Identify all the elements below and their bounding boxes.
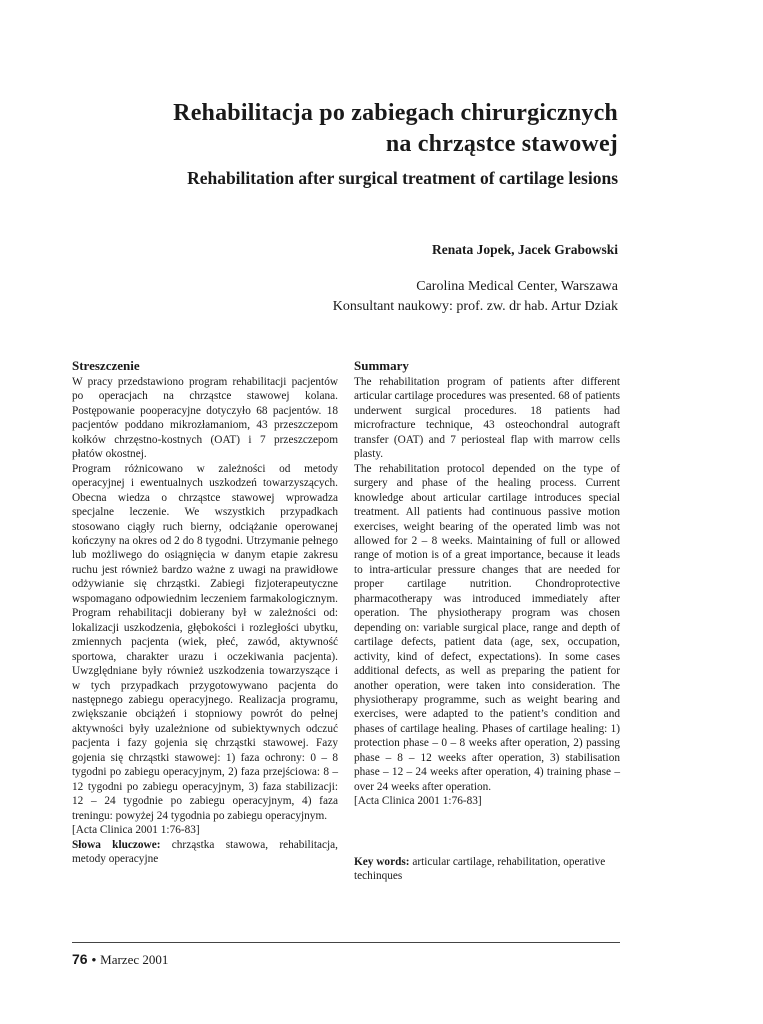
abstract-english-paragraph-1: The rehabilitation program of patients after different articular cartilage procedures was presented. 68 of patients underwent surgical procedures. 18 patients had microfracture technique, 43 osteochondral autograft transfer (OAT) and 7 periosteal flap with marrow cells plasty. [354, 376, 620, 461]
keywords-polish-label: Słowa kluczowe: [72, 838, 161, 851]
abstract-polish-heading: Streszczenie [72, 358, 140, 373]
keywords-english-label: Key words: [354, 856, 410, 868]
affiliation-block [60, 277, 618, 317]
abstract-english-heading: Summary [354, 358, 409, 373]
abstract-english [354, 358, 620, 809]
authors: Renata Jopek, Jacek Grabowski [431, 242, 618, 257]
abstract-polish-paragraph-1: W pracy przedstawiono program rehabilitacji pacjentów po operacjach na chrząstce stawowej kolana. Postępowanie pooperacyjne dotyczyło 68 pacjentów. 18 pacjentów poddano mikrozłamaniom, 43 przeszczepom kołków chrzęstno-kostnych (OAT) i 7 przeszczepom płatów okostnej. [72, 376, 338, 461]
title-polish-line-2: na chrząstce stawowej [385, 131, 618, 157]
keywords-english [354, 855, 620, 884]
title-english: Rehabilitation after surgical treatment of cartilage lesions [187, 168, 618, 188]
bullet-separator: • [91, 952, 97, 967]
title-polish [60, 98, 618, 160]
abstract-polish-citation: [Acta Clinica 2001 1:76-83] [72, 824, 200, 837]
abstract-polish-paragraph-2: Program różnicowano w zależności od metody operacyjnej i ewentualnych uszkodzeń towarzyszących. Obecna wiedza o chrząstce stawowej wprowadza specjalne leczenie. We wszystkich przypadkach stosowano ciągły ruch bierny, odciążanie operowanej kończyny na okres od 2 do 8 tygodni. Utrzymanie pełnego lub możliwego do osiągnięcia w danym etapie zakresu ruchu jest również bardzo ważne z uwagi na prawidłowe odżywianie się chrząstki. Zabiegi fizjoterapeutyczne wspomagano odpowiednim leczeniem farmakologicznym. Program rehabilitacji dobierany był w zależności od: lokalizacji uszkodzenia, głębokości i rozległości ubytku, zmiennych pacjenta (wiek, płeć, zawód, aktywność sportowa, charakter urazu i oczekiwania pacjenta). Uwzględniane były również uszkodzenia towarzyszące i w tych przypadkach przygotowywano pacjenta do następnego zabiegu operacyjnego. Realizacja programu, zwiększanie obciążeń i stopniowy powrót do pełnej aktywności były uzależnione od subiektywnych odczuć pacjenta i fazy gojenia się chrząstki stawowej. Fazy gojenia się chrząstki stawowej: 1) faza ochrony: 0 – 8 tygodni po zabiegu operacyjnym, 2) faza przejściowa: 8 – 12 tygodni po zabiegu operacyjnym, 3) faza stabilizacji: 12 – 24 tygodnie po zabiegu operacyjnym, 4) faza treningu: powyżej 24 tygodnia po zabiegu operacyjnym. [72, 462, 338, 822]
keywords-polish [72, 838, 338, 867]
footer-divider [72, 942, 620, 943]
page-number: 76 [72, 951, 88, 967]
page-footer [72, 951, 168, 968]
keywords-polish-text: chrząstka stawowa, rehabilitacja, metody operacyjne [72, 838, 338, 865]
affiliation: Carolina Medical Center, Warszawa [416, 279, 618, 294]
issue-date: Marzec 2001 [100, 952, 169, 967]
keywords-english-text: articular cartilage, rehabilitation, operative techinques [354, 856, 606, 883]
abstract-polish [72, 358, 338, 866]
title-polish-line-1: Rehabilitacja po zabiegach chirurgicznych [173, 100, 618, 126]
abstract-english-citation: [Acta Clinica 2001 1:76-83] [354, 795, 482, 808]
scientific-consultant: Konsultant naukowy: prof. zw. dr hab. Artur Dziak [332, 299, 618, 314]
abstract-english-paragraph-2: The rehabilitation protocol depended on the type of surgery and phase of the healing process. Current knowledge about articular cartilage introduces special treatment. All patients had continuous passive motion exercises, weight bearing of the operated limb was not allowed for 2 – 8 weeks. Maintaining of full or allowed range of motion is of a great importance, because it leads to intra-articular pressure changes that are needed for proper cartilage nutrition. Chondroprotective pharmacotherapy was introduced immediately after operation. The physiotherapy program was chosen depending on: variable surgical place, range and depth of cartilage defects, patient data (age, sex, occupation, activity, kind of defect, expectations). In some cases additional defects, as well as preparing the patient for another operation, were taken into consideration. The physiotherapy programme, such as weight bearing and exercises, were adapted to the patient’s condition and phases of cartilage healing. Phases of cartilage healing: 1) protection phase – 0 – 8 weeks after operation, 2) passing phase – 8 – 12 weeks after operation, 3) stabilisation phase – 12 – 24 weeks after operation, 4) training phase – over 24 weeks after operation. [354, 462, 620, 793]
